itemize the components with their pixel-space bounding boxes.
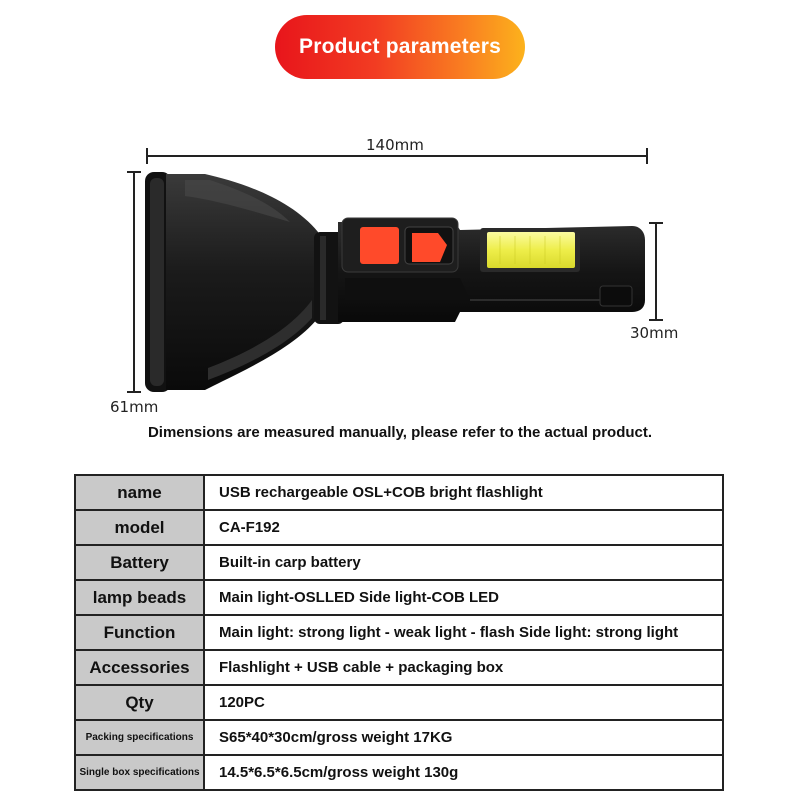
spec-row [75,755,723,790]
spec-value: S65*40*30cm/gross weight 17KG [204,720,723,755]
height-dimension-line [127,172,141,392]
spec-label: Accessories [75,650,204,685]
spec-value: Flashlight + USB cable + packaging box [204,650,723,685]
spec-value: 120PC [204,685,723,720]
spec-value: USB rechargeable OSL+COB bright flashlight [204,475,723,510]
measurement-note: Dimensions are measured manually, please refer to the actual product. [147,424,653,441]
spec-label: model [75,510,204,545]
spec-value: CA-F192 [204,510,723,545]
height-label: 61mm [110,398,159,416]
body-height-dimension-line [649,223,663,320]
body-height-label: 30mm [630,324,679,342]
spec-row [75,510,723,545]
spec-value: 14.5*6.5*6.5cm/gross weight 130g [204,755,723,790]
spec-row [75,615,723,650]
spec-table [74,474,724,791]
spec-row [75,545,723,580]
flashlight-illustration [145,172,645,392]
spec-value: Main light: strong light - weak light - flash Side light: strong light [204,615,723,650]
spec-row [75,580,723,615]
spec-row [75,685,723,720]
spec-label: Single box specifications [75,755,204,790]
spec-label: Qty [75,685,204,720]
spec-row [75,475,723,510]
spec-value: Built-in carp battery [204,545,723,580]
page-title: Product parameters [298,35,501,58]
spec-label: Packing specifications [75,720,204,755]
spec-value: Main light-OSLLED Side light-COB LED [204,580,723,615]
spec-label: Function [75,615,204,650]
spec-label: Battery [75,545,204,580]
length-label: 140mm [366,136,424,154]
spec-row [75,650,723,685]
spec-label: lamp beads [75,580,204,615]
spec-row [75,720,723,755]
spec-label: name [75,475,204,510]
